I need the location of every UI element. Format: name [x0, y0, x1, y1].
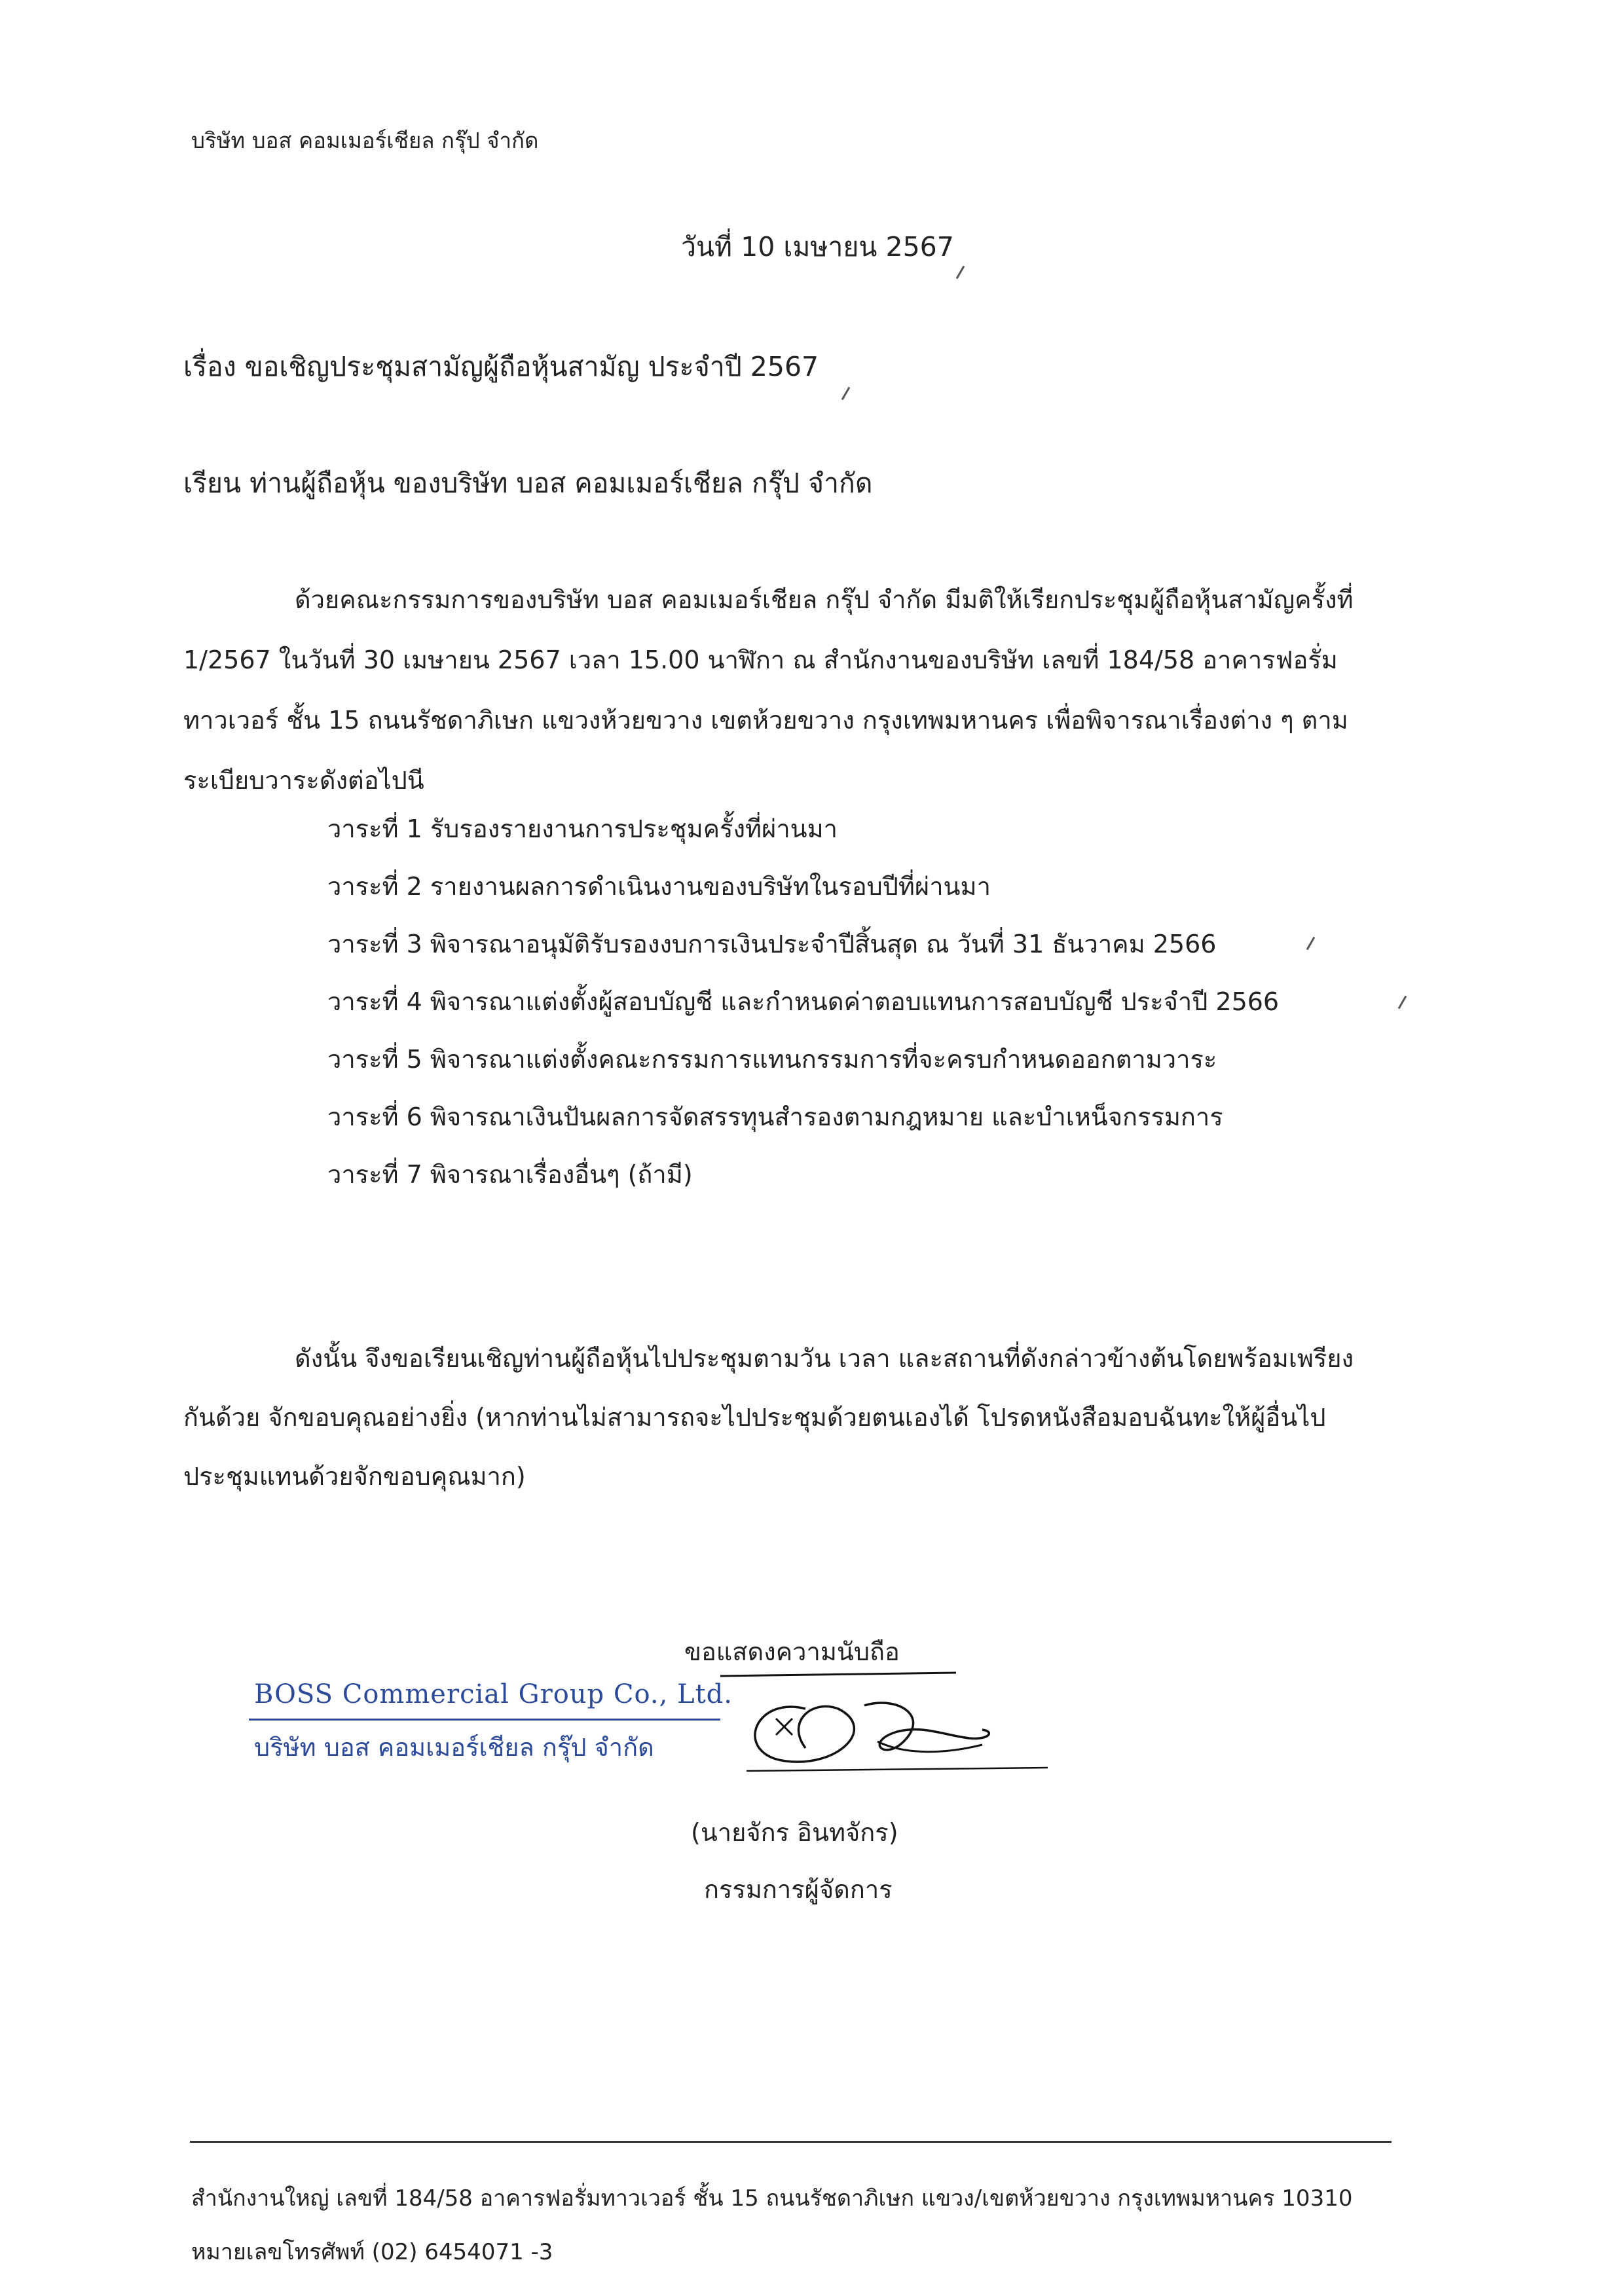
footer-address: สำนักงานใหญ่ เลขที่ 184/58 อาคารฟอรั่มทาวเวอร์ ชั้น 15 ถนนรัชดาภิเษก แขวง/เขตห้วยขวาง กรุงเทพมหานคร 10310 — [191, 2185, 1353, 2212]
check-mark — [956, 266, 965, 280]
signature-mark — [707, 1669, 1048, 1781]
company-header: บริษัท บอส คอมเมอร์เชียล กรุ๊ป จำกัด — [191, 128, 539, 153]
agenda-item: วาระที่ 5 พิจารณาแต่งตั้งคณะกรรมการแทนกรรมการที่จะครบกำหนดออกตามวาระ — [327, 1045, 1217, 1074]
footer-phone: หมายเลขโทรศัพท์ (02) 6454071 -3 — [191, 2239, 553, 2265]
letter-recipient: เรียน ท่านผู้ถือหุ้น ของบริษัท บอส คอมเมอร์เชียล กรุ๊ป จำกัด — [183, 467, 873, 499]
company-stamp-thai: บริษัท บอส คอมเมอร์เชียล กรุ๊ป จำกัด — [254, 1733, 654, 1762]
check-mark — [1398, 996, 1407, 1010]
check-mark — [1306, 937, 1316, 951]
agenda-item: วาระที่ 2 รายงานผลการดำเนินงานของบริษัทในรอบปีที่ผ่านมา — [327, 872, 991, 901]
letter-subject: เรื่อง ขอเชิญประชุมสามัญผู้ถือหุ้นสามัญ ประจำปี 2567 — [183, 351, 819, 382]
footer-divider — [190, 2141, 1392, 2143]
agenda-item: วาระที่ 1 รับรองรายงานการประชุมครั้งที่ผ่านมา — [327, 814, 838, 843]
agenda-item: วาระที่ 4 พิจารณาแต่งตั้งผู้สอบบัญชี และกำหนดค่าตอบแทนการสอบบัญชี ประจำปี 2566 — [327, 987, 1280, 1016]
regards-line: ขอแสดงความนับถือ — [684, 1637, 900, 1666]
intro-paragraph: ด้วยคณะกรรมการของบริษัท บอส คอมเมอร์เชียล กรุ๊ป จำกัด มีมติให้เรียกประชุมผู้ถือหุ้นสามัญครั้งที่ 1/2567 ในวันที่ 30 เมษายน 2567 เวลา 15.00 นาฬิกา ณ สำนักงานของบริษัท เลขที่ 184/58 อาคารฟอรั่มทาวเวอร์ ชั้น 15 ถนนรัชดาภิเษก แขวงห้วยขวาง เขตห้วยขวาง กรุงเทพมหานคร เพื่อพิจารณาเรื่องต่าง ๆ ตามระเบียบวาระดังต่อไปนี — [183, 585, 1354, 795]
stamp-divider — [249, 1719, 720, 1721]
check-mark — [841, 387, 851, 401]
company-stamp-english: BOSS Commercial Group Co., Ltd. — [254, 1679, 733, 1709]
letter-date: วันที่ 10 เมษายน 2567 — [681, 231, 954, 263]
agenda-item: วาระที่ 3 พิจารณาอนุมัติรับรองงบการเงินประจำปีสิ้นสุด ณ วันที่ 31 ธันวาคม 2566 — [327, 930, 1217, 958]
agenda-item: วาระที่ 7 พิจารณาเรื่องอื่นๆ (ถ้ามี) — [327, 1160, 693, 1189]
signatory-title: กรรมการผู้จัดการ — [704, 1875, 893, 1904]
signatory-name: (นายจักร อินทจักร) — [691, 1818, 898, 1847]
closing-paragraph: ดังนั้น จึงขอเรียนเชิญท่านผู้ถือหุ้นไปประชุมตามวัน เวลา และสถานที่ดังกล่าวข้างต้นโดยพร้อมเพรียงกันด้วย จักขอบคุณอย่างยิ่ง (หากท่านไม่สามารถจะไปประชุมด้วยตนเองได้ โปรดหนังสือมอบฉันทะให้ผู้อื่นไปประชุมแทนด้วยจักขอบคุณมาก) — [183, 1344, 1354, 1491]
agenda-list — [327, 800, 1279, 1203]
agenda-item: วาระที่ 6 พิจารณาเงินปันผลการจัดสรรทุนสำรองตามกฎหมาย และบำเหน็จกรรมการ — [327, 1102, 1223, 1131]
